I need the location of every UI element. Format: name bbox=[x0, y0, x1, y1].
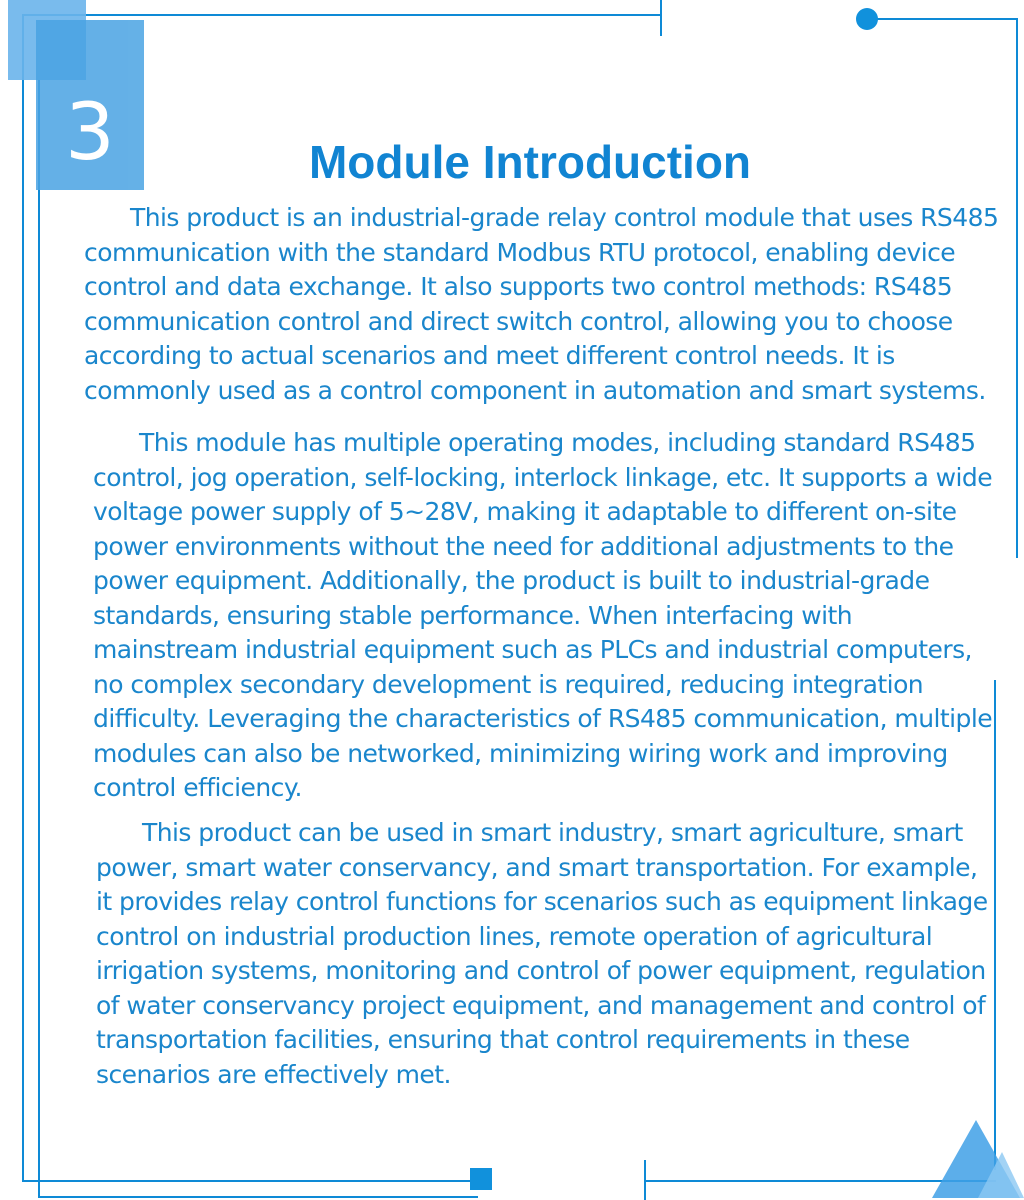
section-number-badge bbox=[36, 20, 144, 190]
paragraph-operating-modes: This module has multiple operating modes, including standard RS485 control, jog operation, self-locking, interlock linkage, etc. It supports a wide voltage power supply of 5~28V, making it adaptable to different on-site power environments without the need for additional adjustments to the power equipment. Additionally, the product is built to industrial-grade standards, ensuring stable performance. When interfacing with mainstream industrial equipment such as PLCs and industrial computers, no complex secondary development is required, reducing integration difficulty. Leveraging the characteristics of RS485 communication, multiple modules can also be networked, minimizing wiring work and improving control efficiency. bbox=[93, 428, 993, 802]
frame-line-top bbox=[22, 14, 662, 16]
frame-line-top-end bbox=[660, 0, 662, 36]
square-marker-icon bbox=[470, 1168, 492, 1190]
paragraph-intro: This product is an industrial-grade relay control module that uses RS485 communication with the standard Modbus RTU protocol, enabling device control and data exchange. It also supports two control methods: RS485 communication control and direct switch control, allowing you to choose according to actual scenarios and meet different control needs. It is commonly used as a control component in automation and smart systems. bbox=[84, 203, 999, 405]
frame-line-left-inner bbox=[38, 80, 40, 1198]
frame-line-bottom-left bbox=[22, 1180, 482, 1182]
page-title: Module Introduction bbox=[308, 135, 752, 188]
section-number: 3 bbox=[65, 88, 115, 178]
paragraph-applications: This product can be used in smart industry, smart agriculture, smart power, smart water conservancy, and smart transportation. For example, it provides relay control functions for scenarios such as equipment linkage control on industrial production lines, remote operation of agricultural irrigation systems, monitoring and control of power equipment, regulation of water conservancy project equipment, and management and control of transportation facilities, ensuring that control requirements in these scenarios are effectively met. bbox=[96, 818, 988, 1089]
frame-line-top-right bbox=[866, 18, 1018, 20]
frame-line-bottom-left-2 bbox=[38, 1196, 478, 1198]
frame-line-bottom-tick bbox=[644, 1160, 646, 1200]
frame-line-left-outer bbox=[22, 14, 24, 1182]
frame-line-right-lower bbox=[994, 680, 996, 1170]
triangle-decoration-icon bbox=[928, 1112, 1024, 1200]
frame-line-right bbox=[1016, 18, 1018, 558]
circle-dot-icon bbox=[856, 8, 878, 30]
